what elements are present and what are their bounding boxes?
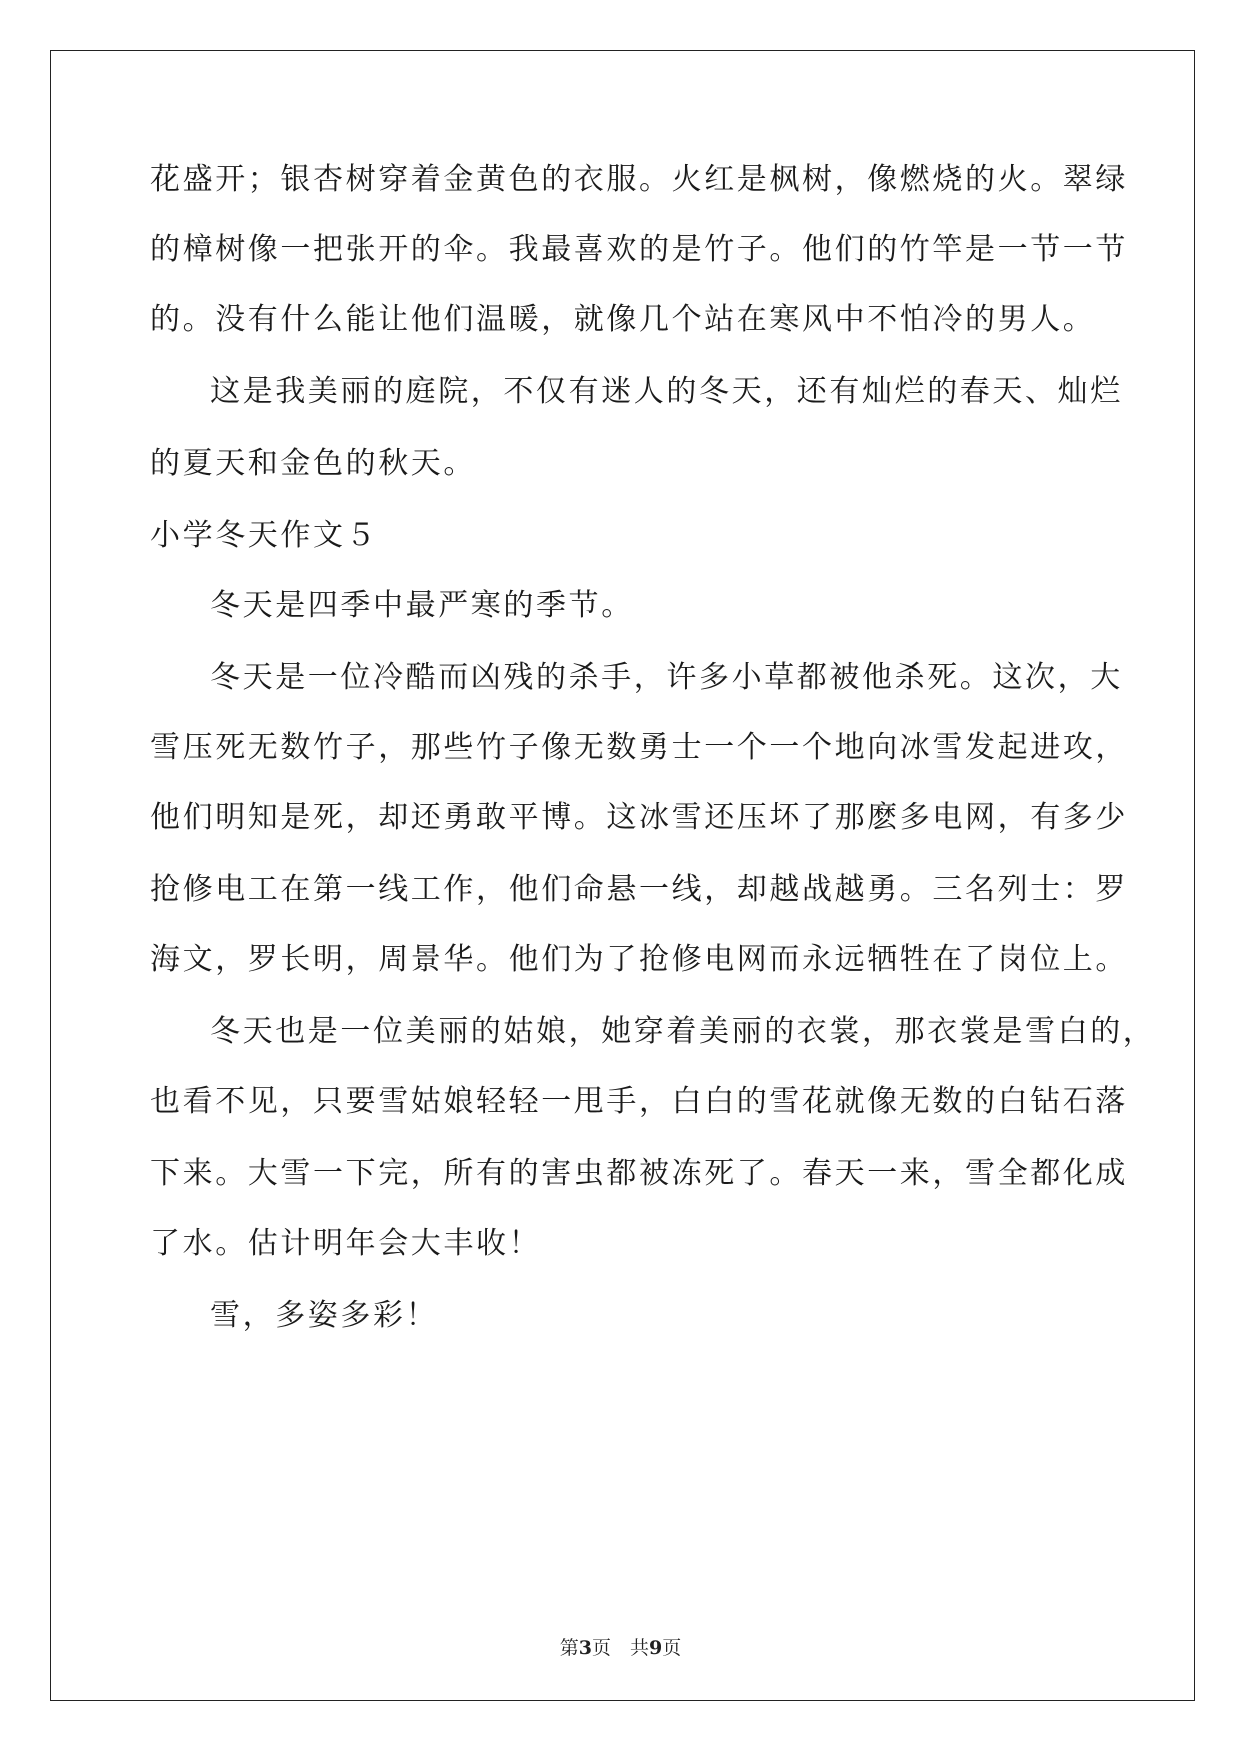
footer-prefix: 第 (559, 1637, 579, 1659)
text-line: 下来。大雪一下完，所有的害虫都被冻死了。春天一来，雪全都化成 (150, 1156, 1128, 1191)
paragraph-first-line: 冬天是一位冷酷而凶残的杀手，许多小草都被他杀死。这次，大 (210, 660, 1123, 695)
page-footer (0, 1633, 1241, 1660)
current-page-number: 3 (578, 1637, 592, 1659)
paragraph-first-line: 这是我美丽的庭院，不仅有迷人的冬天，还有灿烂的春天、灿烂 (210, 374, 1123, 409)
footer-suffix: 页 (662, 1637, 682, 1659)
text-line: 也看不见，只要雪姑娘轻轻一甩手，白白的雪花就像无数的白钻石落 (150, 1084, 1128, 1119)
text-line: 的夏天和金色的秋天。 (150, 446, 476, 481)
text-line: 的。没有什么能让他们温暖，就像几个站在寒风中不怕冷的男人。 (150, 302, 1096, 337)
text-line: 海文，罗长明，周景华。他们为了抢修电网而永远牺牲在了岗位上。 (150, 942, 1128, 977)
text-line: 抢修电工在第一线工作，他们命悬一线，却越战越勇。三名列士：罗 (150, 872, 1128, 907)
text-line: 他们明知是死，却还勇敢平博。这冰雪还压坏了那麽多电网，有多少 (150, 800, 1128, 835)
section-heading: 小学冬天作文５ (150, 518, 379, 553)
paragraph-first-line: 冬天是四季中最严寒的季节。 (210, 588, 634, 623)
footer-middle: 页 共 (591, 1637, 649, 1659)
paragraph-first-line: 雪，多姿多彩！ (210, 1298, 439, 1333)
text-line: 了水。估计明年会大丰收！ (150, 1226, 542, 1261)
total-page-number: 9 (649, 1637, 663, 1659)
text-line: 雪压死无数竹子，那些竹子像无数勇士一个一个地向冰雪发起进攻， (150, 730, 1128, 765)
text-line: 花盛开；银杏树穿着金黄色的衣服。火红是枫树，像燃烧的火。翠绿 (150, 162, 1128, 197)
text-line: 的樟树像一把张开的伞。我最喜欢的是竹子。他们的竹竿是一节一节 (150, 232, 1128, 267)
paragraph-first-line: 冬天也是一位美丽的姑娘，她穿着美丽的衣裳，那衣裳是雪白的， (210, 1014, 1156, 1049)
